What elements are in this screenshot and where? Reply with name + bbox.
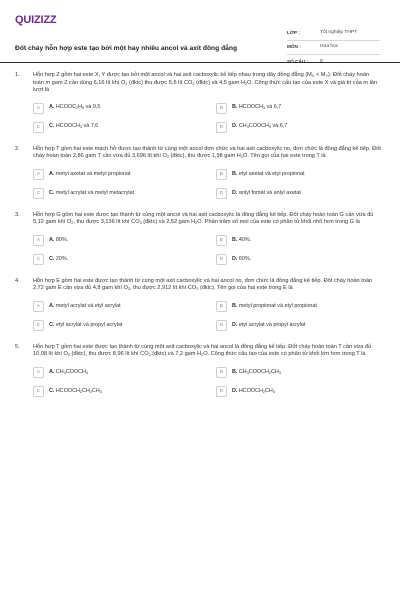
question-number: 1. <box>15 72 20 78</box>
option-body: $HCOOCH_3$ và 6,7 <box>238 104 282 111</box>
option-prefix: D. <box>232 387 238 394</box>
option-body: $CH_3COOCH_3$ <box>55 368 89 375</box>
question-number: 4. <box>15 277 20 284</box>
option-text <box>49 237 68 244</box>
question-item <box>15 344 385 397</box>
option-letter-box[interactable]: C <box>33 386 44 397</box>
option-letter-box[interactable]: D <box>216 386 227 397</box>
info-label: MÔN : <box>287 44 301 50</box>
option-body: $CH_3COOCH_3$ và 6,7 <box>238 123 288 130</box>
answer-options <box>15 235 385 265</box>
answer-options <box>15 169 385 199</box>
option-prefix: B. <box>232 104 238 111</box>
option-prefix: D. <box>232 255 238 262</box>
info-label: LỚP : <box>287 30 300 36</box>
option-prefix: C. <box>49 387 55 394</box>
answer-options <box>15 301 385 331</box>
answer-option[interactable] <box>216 103 385 114</box>
answer-option[interactable] <box>216 386 385 397</box>
answer-option[interactable] <box>216 254 385 265</box>
option-letter-box[interactable]: C <box>33 254 44 265</box>
answer-option[interactable] <box>33 122 202 133</box>
question-text: Hỗn hợp Z gồm hai este X, Y được tạo bởi một ancol và hai axit cacboxylic kế tiếp nhau trong dãy đồng đẳng $(M_X < M_Y)$. Đốt cháy hoàn toàn m gam Z cần dùng 6,16 lít khí $O_2$ (đktc) thu được 5,6 lít $CO_2$ (đktc) và 4,5 gam $H_2O$. Công thức cấu tạo của este X và giá trị của m lần lượt là <box>33 72 378 94</box>
question-number: 3. <box>15 211 20 218</box>
answer-option[interactable] <box>33 254 202 265</box>
option-text <box>49 190 134 197</box>
option-text <box>232 190 301 197</box>
option-prefix: C. <box>49 189 55 196</box>
option-prefix: B. <box>232 302 238 309</box>
answer-option[interactable] <box>216 188 385 199</box>
option-prefix: C. <box>49 123 55 130</box>
option-text <box>49 171 131 178</box>
option-letter-box[interactable]: D <box>216 122 227 133</box>
option-prefix: B. <box>232 170 238 177</box>
question-item <box>15 72 385 133</box>
answer-option[interactable] <box>216 367 385 378</box>
question-item <box>15 278 385 331</box>
info-value: Tốt nghiệp THPT <box>320 30 358 36</box>
option-letter-box[interactable]: C <box>33 320 44 331</box>
option-letter-box[interactable]: A <box>33 103 44 114</box>
option-body: etyl axetat và etyl propionat <box>238 170 305 177</box>
option-prefix: D. <box>232 189 238 196</box>
info-row-subject <box>287 41 380 55</box>
option-prefix: A. <box>49 104 55 111</box>
option-text <box>49 123 98 130</box>
option-text <box>49 104 100 111</box>
option-letter-box[interactable]: D <box>216 320 227 331</box>
option-text <box>232 256 251 263</box>
option-letter-box[interactable]: A <box>33 235 44 246</box>
option-letter-box[interactable]: D <box>216 188 227 199</box>
info-value: 5 <box>320 58 323 64</box>
answer-option[interactable] <box>33 386 202 397</box>
option-letter-box[interactable]: B <box>216 367 227 378</box>
option-text <box>232 322 305 329</box>
option-prefix: B. <box>232 236 238 243</box>
option-text <box>49 303 121 310</box>
option-text <box>232 388 275 395</box>
option-letter-box[interactable]: C <box>33 188 44 199</box>
info-row-class <box>287 27 380 41</box>
question-item <box>15 212 385 265</box>
info-label: SỐ CÂU : <box>287 58 309 64</box>
option-text <box>49 388 102 395</box>
answer-option[interactable] <box>216 122 385 133</box>
option-prefix: C. <box>49 321 55 328</box>
option-prefix: A. <box>49 170 55 177</box>
answer-option[interactable] <box>33 320 202 331</box>
option-body: metyl axetat và metyl propionat <box>55 170 131 177</box>
option-body: metyl acrylat và metyl metacrylat <box>55 189 135 196</box>
option-letter-box[interactable]: B <box>216 103 227 114</box>
option-body: anlyl fomat và anlyl axetat <box>238 189 301 196</box>
option-letter-box[interactable]: B <box>216 235 227 246</box>
option-text <box>232 369 281 376</box>
option-text <box>232 237 251 244</box>
option-body: 60%. <box>238 255 252 262</box>
option-letter-box[interactable]: A <box>33 169 44 180</box>
answer-option[interactable] <box>216 235 385 246</box>
option-body: etyl acrylat và propyl acrylat <box>55 321 123 328</box>
answer-options <box>15 103 385 133</box>
option-prefix: C. <box>49 255 55 262</box>
option-prefix: B. <box>232 368 238 375</box>
option-body: metyl propionat và etyl propionat <box>238 302 317 309</box>
option-body: etyl acrylat và propyl acrylat <box>238 321 306 328</box>
answer-option[interactable] <box>33 367 202 378</box>
option-body: 40%. <box>238 236 252 243</box>
option-text <box>49 369 88 376</box>
question-text: Hỗn hợp G gồm hai este được tạo thành từ cùng một ancol và hai axit cacboxylic là đồng đẳng kế tiếp. Đốt cháy hoàn toàn G cần vừa đủ 5,12 gam khí $O_2$, thu được 3,136 lít khí $CO_2$ (đktc) và 2,52 gam $H_2O$. Phần trăm số mol của este có phân tử khối nhỏ hơn trong G là <box>33 211 374 226</box>
question-text: Hỗn hợp E gồm hai este được tạo thành từ cùng một axit cacboxylic và hai ancol no, đơn chức là đồng đẳng kế tiếp. Đốt cháy hoàn toàn 2,72 gam E cần vừa đủ 4,8 gam khí $O_2$, thu được 2,912 lít khí $CO_2$ (đktc). Tên gọi của hai este trong E là <box>33 277 373 292</box>
question-number: 5. <box>15 343 20 350</box>
option-text <box>232 104 281 111</box>
option-letter-box[interactable]: D <box>216 254 227 265</box>
answer-option[interactable] <box>33 188 202 199</box>
answer-option[interactable] <box>216 320 385 331</box>
option-body: $HCOOCH_2CH_3$ <box>238 387 275 394</box>
question-stem <box>15 212 385 227</box>
option-body: 20%. <box>55 255 69 262</box>
option-prefix: D. <box>232 123 238 130</box>
worksheet-header <box>15 13 385 64</box>
answer-option[interactable] <box>33 301 202 312</box>
question-stem <box>15 146 385 161</box>
option-text <box>49 322 122 329</box>
answer-option[interactable] <box>33 235 202 246</box>
quizizz-logo: QUIZIZZ <box>15 14 57 26</box>
option-body: $CH_3COOCH_2CH_3$ <box>238 368 281 375</box>
option-text <box>232 303 317 310</box>
question-stem <box>15 278 385 293</box>
answer-option[interactable] <box>33 169 202 180</box>
option-prefix: A. <box>49 302 55 309</box>
question-stem <box>15 72 385 95</box>
option-prefix: D. <box>232 321 238 328</box>
answer-option[interactable] <box>216 169 385 180</box>
option-prefix: A. <box>49 236 55 243</box>
worksheet-info-table <box>287 27 380 69</box>
answer-option[interactable] <box>216 301 385 312</box>
option-body: metyl acrylat và etyl acrylat <box>55 302 121 309</box>
option-body: 80%. <box>55 236 69 243</box>
option-letter-box[interactable]: A <box>33 301 44 312</box>
option-text <box>49 256 68 263</box>
question-item <box>15 146 385 199</box>
question-stem <box>15 344 385 359</box>
answer-option[interactable] <box>33 103 202 114</box>
option-body: $HCOOCH_3$ và 7,6 <box>55 123 99 130</box>
answer-options <box>15 367 385 397</box>
worksheet-title: Đốt cháy hỗn hợp este tạo bởi một hay nhiều ancol và axit đồng đẳng <box>15 45 238 52</box>
question-number: 2. <box>15 145 20 152</box>
option-letter-box[interactable]: C <box>33 122 44 133</box>
option-letter-box[interactable]: B <box>216 169 227 180</box>
option-letter-box[interactable]: A <box>33 367 44 378</box>
option-text <box>232 171 305 178</box>
question-list <box>15 63 385 397</box>
option-prefix: A. <box>49 368 55 375</box>
info-row-question-count <box>287 55 380 69</box>
option-body: $HCOOCH_2CH_2CH_3$ <box>55 387 102 394</box>
option-body: $HCOOC_2H_5$ và 9,5 <box>55 104 101 111</box>
option-letter-box[interactable]: B <box>216 301 227 312</box>
option-text <box>232 123 287 130</box>
question-text: Hỗn hợp T gồm hai este được tạo thành từ cùng một axit cacboxylic và hai ancol là đồng đẳng kế tiếp. Đốt cháy hoàn toàn T cần vừa đủ 10,08 lít khí $O_2$ (đktc), thu được 8,96 lít khí $CO_2$ (đktc) và 7,2 gam $H_2O$. Công thức cấu tạo của este có phân tử khối lớn hơn trong T là <box>33 343 372 358</box>
info-value: Hóa học <box>320 44 339 50</box>
question-text: Hỗn hợp T gồm hai este mạch hở được tạo thành từ cùng một ancol đơn chức và hai axit cacboxylic no, đơn chức là đồng đẳng kế tiếp. Đốt cháy hoàn toàn 2,86 gam T cần vừa đủ 3,696 lít khí $O_2$ (đktc), thu được 1,98 gam $H_2O$. Tên gọi của hai este trong T là <box>33 145 381 160</box>
